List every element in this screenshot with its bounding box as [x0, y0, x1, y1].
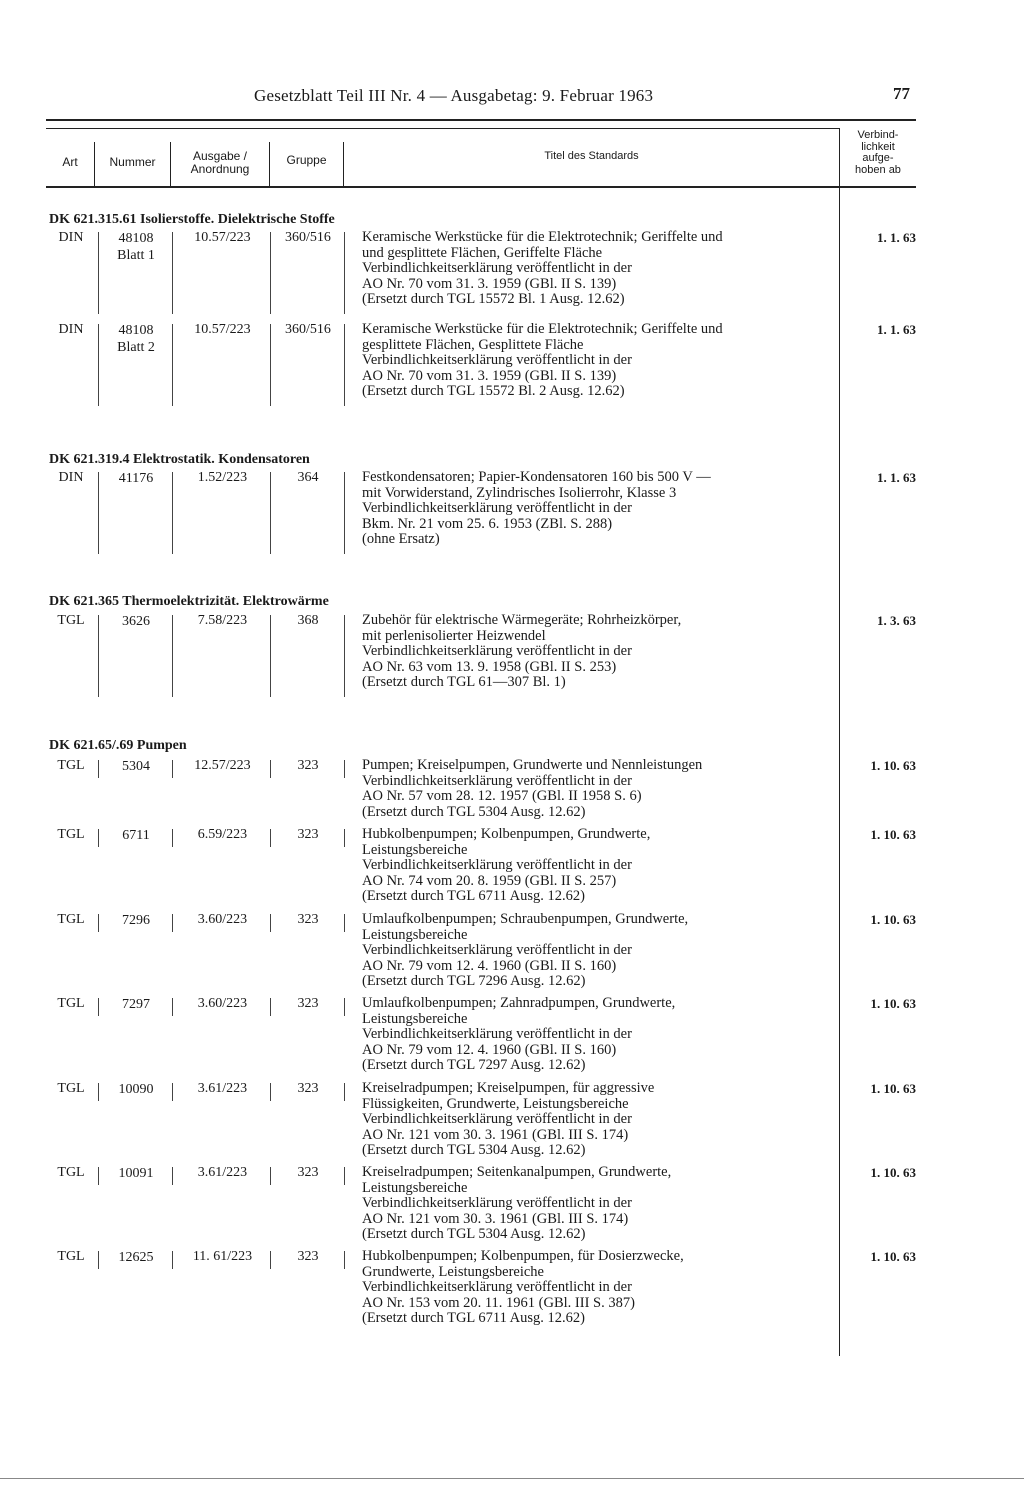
- header-second-rule: [46, 128, 839, 129]
- row-divider: [172, 1083, 173, 1101]
- cell-titel-line: AO Nr. 63 vom 13. 9. 1958 (GBl. II S. 253): [362, 658, 617, 675]
- header-bottom-rule: [46, 186, 916, 188]
- row-divider: [344, 472, 345, 554]
- row-divider: [344, 1251, 345, 1269]
- cell-nummer: [100, 827, 172, 844]
- row-divider: [98, 324, 99, 406]
- date-column-divider: [839, 186, 840, 1356]
- cell-titel-line: AO Nr. 121 vom 30. 3. 1961 (GBl. III S. 174): [362, 1210, 629, 1227]
- cell-nummer: [100, 230, 172, 264]
- cell-titel-line: (Ersetzt durch TGL 15572 Bl. 2 Ausg. 12.62): [362, 383, 625, 399]
- cell-titel-line: (Ersetzt durch TGL 61—307 Bl. 1): [362, 674, 566, 690]
- cell-gruppe: 323: [297, 827, 319, 842]
- row-divider: [270, 1251, 271, 1269]
- cell-nummer-value: 3626: [122, 614, 150, 629]
- cell-titel-line: Keramische Werkstücke für die Elektrotechnik; Geriffelte und: [362, 229, 723, 245]
- table-row: [0, 1081, 1024, 1159]
- cell-verbindlichkeit-date: 1. 10. 63: [870, 996, 916, 1011]
- cell-titel-line: Leistungsbereiche: [362, 1179, 468, 1196]
- cell-titel-line: Festkondensatoren; Papier-Kondensatoren 160 bis 500 V —: [362, 469, 711, 485]
- cell-nummer: [100, 1249, 172, 1266]
- cell-ausgabe: 1.52/223: [197, 470, 248, 485]
- cell-nummer-value: 10090: [118, 1082, 154, 1097]
- cell-nummer-value: 5304: [122, 759, 150, 774]
- cell-gruppe: 360/516: [285, 322, 331, 337]
- cell-nummer-value: 6711: [122, 828, 150, 843]
- row-divider: [172, 232, 173, 314]
- table-row: [0, 470, 1024, 548]
- cell-gruppe: 323: [297, 1081, 319, 1096]
- row-divider: [270, 1167, 271, 1185]
- cell-titel-line: Leistungsbereiche: [362, 926, 468, 943]
- row-divider: [270, 760, 271, 778]
- cell-titel: [362, 470, 840, 548]
- cell-ausgabe: 6.59/223: [197, 827, 248, 842]
- cell-art: TGL: [57, 1165, 85, 1180]
- cell-titel: [362, 230, 840, 308]
- cell-verbindlichkeit-date: 1. 10. 63: [870, 1081, 916, 1096]
- cell-titel-line: Zubehör für elektrische Wärmegeräte; Rohrheizkörper,: [362, 612, 682, 628]
- cell-gruppe: 323: [297, 758, 319, 773]
- row-divider: [172, 1167, 173, 1185]
- cell-titel-line: und gesplittete Flächen, Geriffelte Fläche: [362, 244, 603, 261]
- row-divider: [98, 1251, 99, 1269]
- row-divider: [98, 760, 99, 778]
- column-header-art: Art: [62, 155, 78, 169]
- cell-titel-line: gesplittete Flächen, Gesplittete Fläche: [362, 336, 584, 353]
- cell-gruppe: 323: [297, 996, 319, 1011]
- row-divider: [344, 232, 345, 314]
- table-row: [0, 613, 1024, 691]
- row-divider: [344, 914, 345, 932]
- cell-verbindlichkeit-date: 1. 10. 63: [870, 912, 916, 927]
- row-divider: [270, 615, 271, 697]
- cell-nummer-value: 48108: [118, 323, 154, 338]
- row-divider: [98, 232, 99, 314]
- cell-titel-line: Kreiselradpumpen; Kreiselpumpen, für aggressive: [362, 1080, 655, 1096]
- cell-nummer: [100, 1081, 172, 1098]
- header-top-rule: [46, 119, 916, 121]
- cell-titel: [362, 322, 840, 400]
- page-number: 77: [893, 84, 910, 103]
- row-divider: [270, 324, 271, 406]
- cell-blatt: Blatt 2: [117, 340, 155, 355]
- cell-titel-line: AO Nr. 121 vom 30. 3. 1961 (GBl. III S. 174): [362, 1126, 629, 1143]
- page-title: Gesetzblatt Teil III Nr. 4 — Ausgabetag: 9. Februar 1963: [254, 86, 654, 105]
- cell-titel-line: Verbindlichkeitserklärung veröffentlicht in der: [362, 772, 632, 789]
- cell-titel-line: mit perlenisolierter Heizwendel: [362, 627, 546, 644]
- cell-nummer: [100, 613, 172, 630]
- cell-nummer-value: 7297: [122, 997, 150, 1012]
- cell-titel-line: Bkm. Nr. 21 vom 25. 6. 1953 (ZBl. S. 288): [362, 515, 613, 532]
- row-divider: [98, 1167, 99, 1185]
- table-row: [0, 758, 1024, 820]
- cell-gruppe: 323: [297, 1165, 319, 1180]
- row-divider: [344, 324, 345, 406]
- row-divider: [344, 998, 345, 1016]
- cell-titel-line: Verbindlichkeitserklärung veröffentlicht in der: [362, 1279, 632, 1295]
- cell-titel-line: Verbindlichkeitserklärung veröffentlicht in der: [362, 260, 632, 276]
- cell-titel-line: AO Nr. 74 vom 20. 8. 1959 (GBl. II S. 257): [362, 872, 617, 889]
- cell-nummer-value: 10091: [118, 1166, 154, 1181]
- cell-nummer-value: 48108: [118, 231, 154, 246]
- row-divider: [270, 472, 271, 554]
- cell-titel: [362, 1249, 840, 1327]
- cell-ausgabe: 7.58/223: [197, 613, 248, 628]
- cell-nummer: [100, 470, 172, 487]
- cell-titel-line: AO Nr. 70 vom 31. 3. 1959 (GBl. II S. 139): [362, 367, 617, 384]
- cell-gruppe: 323: [297, 1249, 319, 1264]
- row-divider: [172, 324, 173, 406]
- column-header-verb-line: hoben ab: [855, 163, 901, 176]
- cell-titel-line: (Ersetzt durch TGL 6711 Ausg. 12.62): [362, 888, 585, 904]
- cell-titel: [362, 827, 840, 905]
- cell-ausgabe: 3.60/223: [197, 996, 248, 1011]
- cell-titel: [362, 1165, 840, 1243]
- row-divider: [98, 998, 99, 1016]
- cell-titel-line: AO Nr. 79 vom 12. 4. 1960 (GBl. II S. 160): [362, 957, 617, 974]
- table-row: [0, 230, 1024, 308]
- cell-titel-line: Leistungsbereiche: [362, 1010, 468, 1027]
- cell-art: TGL: [57, 827, 85, 842]
- cell-nummer: [100, 758, 172, 775]
- column-header-nummer: Nummer: [109, 155, 156, 169]
- cell-titel-line: mit Vorwiderstand, Zylindrisches Isolierrohr, Klasse 3: [362, 484, 677, 501]
- table-row: [0, 912, 1024, 990]
- column-header-ausgabe-line: Ausgabe /: [192, 149, 248, 163]
- table-row: [0, 1249, 1024, 1327]
- cell-verbindlichkeit-date: 1. 1. 63: [877, 322, 916, 337]
- row-divider: [344, 1083, 345, 1101]
- cell-blatt: Blatt 1: [117, 248, 155, 263]
- cell-gruppe: 360/516: [285, 230, 331, 245]
- cell-titel-line: Verbindlichkeitserklärung veröffentlicht in der: [362, 942, 632, 958]
- column-header-verb-line: Verbind-: [857, 129, 899, 141]
- row-divider: [172, 1251, 173, 1269]
- cell-titel: [362, 996, 840, 1074]
- cell-titel-line: (Ersetzt durch TGL 7296 Ausg. 12.62): [362, 973, 586, 989]
- row-divider: [172, 914, 173, 932]
- row-divider: [344, 615, 345, 697]
- column-header-gruppe: Gruppe: [286, 153, 327, 167]
- cell-gruppe: 364: [297, 470, 319, 485]
- cell-ausgabe: 3.60/223: [197, 912, 248, 927]
- cell-titel-line: (Ersetzt durch TGL 5304 Ausg. 12.62): [362, 1226, 586, 1242]
- cell-art: TGL: [57, 996, 85, 1011]
- cell-nummer: [100, 996, 172, 1013]
- row-divider: [98, 615, 99, 697]
- row-divider: [172, 760, 173, 778]
- cell-titel-line: (Ersetzt durch TGL 5304 Ausg. 12.62): [362, 1142, 586, 1158]
- cell-art: DIN: [58, 322, 84, 337]
- cell-gruppe: 368: [297, 613, 319, 628]
- cell-verbindlichkeit-date: 1. 10. 63: [870, 827, 916, 842]
- row-divider: [98, 472, 99, 554]
- cell-titel-line: Leistungsbereiche: [362, 841, 468, 858]
- cell-titel-line: (Ersetzt durch TGL 5304 Ausg. 12.62): [362, 803, 586, 820]
- column-header-verbindlichkeit: [840, 130, 916, 176]
- cell-titel-line: AO Nr. 70 vom 31. 3. 1959 (GBl. II S. 139): [362, 275, 617, 292]
- row-divider: [270, 232, 271, 314]
- cell-art: TGL: [57, 758, 85, 773]
- row-divider: [98, 829, 99, 847]
- row-divider: [270, 998, 271, 1016]
- section-heading: DK 621.365 Thermoelektrizität. Elektrowärme: [49, 594, 329, 609]
- row-divider: [270, 829, 271, 847]
- page-bottom-rule: [0, 1478, 1024, 1479]
- cell-ausgabe: 12.57/223: [194, 758, 251, 773]
- cell-verbindlichkeit-date: 1. 10. 63: [870, 758, 916, 773]
- row-divider: [172, 615, 173, 697]
- cell-nummer: [100, 1165, 172, 1182]
- cell-titel-line: (ohne Ersatz): [362, 531, 440, 547]
- cell-ausgabe: 3.61/223: [197, 1081, 248, 1096]
- section-heading: DK 621.65/.69 Pumpen: [49, 738, 187, 753]
- cell-titel-line: Verbindlichkeitserklärung veröffentlicht in der: [362, 1195, 632, 1211]
- cell-verbindlichkeit-date: 1. 10. 63: [870, 1165, 916, 1180]
- cell-titel-line: Verbindlichkeitserklärung veröffentlicht in der: [362, 1111, 632, 1127]
- row-divider: [344, 760, 345, 778]
- column-header-verb-line: lichkeit: [861, 140, 895, 153]
- cell-titel-line: Verbindlichkeitserklärung veröffentlicht in der: [362, 500, 632, 516]
- cell-titel-line: AO Nr. 153 vom 20. 11. 1961 (GBl. III S. 387): [362, 1294, 635, 1311]
- row-divider: [172, 829, 173, 847]
- table-row: [0, 827, 1024, 905]
- table-row: [0, 322, 1024, 400]
- cell-gruppe: 323: [297, 912, 319, 927]
- cell-verbindlichkeit-date: 1. 3. 63: [877, 613, 916, 628]
- cell-art: TGL: [57, 1249, 85, 1264]
- row-divider: [344, 1167, 345, 1185]
- cell-titel-line: (Ersetzt durch TGL 15572 Bl. 1 Ausg. 12.62): [362, 291, 625, 307]
- cell-titel-line: AO Nr. 79 vom 12. 4. 1960 (GBl. II S. 160): [362, 1041, 617, 1058]
- cell-titel-line: Verbindlichkeitserklärung veröffentlicht in der: [362, 857, 632, 873]
- cell-ausgabe: 3.61/223: [197, 1165, 248, 1180]
- cell-nummer-value: 12625: [118, 1250, 154, 1265]
- cell-titel-line: Hubkolbenpumpen; Kolbenpumpen, Grundwerte,: [362, 826, 651, 842]
- header-divider: [343, 142, 344, 186]
- cell-titel: [362, 613, 840, 691]
- row-divider: [98, 914, 99, 932]
- cell-verbindlichkeit-date: 1. 10. 63: [870, 1249, 916, 1264]
- row-divider: [172, 998, 173, 1016]
- cell-art: TGL: [57, 1081, 85, 1096]
- row-divider: [98, 1083, 99, 1101]
- table-row: [0, 996, 1024, 1074]
- cell-titel-line: Kreiselradpumpen; Seitenkanalpumpen, Grundwerte,: [362, 1164, 672, 1180]
- row-divider: [270, 914, 271, 932]
- cell-titel: [362, 912, 840, 990]
- cell-art: DIN: [58, 470, 84, 485]
- cell-ausgabe: 10.57/223: [194, 230, 251, 245]
- row-divider: [270, 1083, 271, 1101]
- cell-titel-line: Grundwerte, Leistungsbereiche: [362, 1263, 544, 1280]
- cell-art: DIN: [58, 230, 84, 245]
- column-header-titel: Titel des Standards: [544, 150, 639, 162]
- row-divider: [344, 829, 345, 847]
- cell-titel-line: Flüssigkeiten, Grundwerte, Leistungsbereiche: [362, 1095, 629, 1112]
- cell-nummer: [100, 912, 172, 929]
- cell-titel-line: Pumpen; Kreiselpumpen, Grundwerte und Nennleistungen: [362, 757, 703, 773]
- cell-art: TGL: [57, 613, 85, 628]
- cell-titel-line: Hubkolbenpumpen; Kolbenpumpen, für Dosierzwecke,: [362, 1248, 684, 1264]
- column-header-ausgabe: [171, 150, 269, 176]
- cell-titel-line: Umlaufkolbenpumpen; Zahnradpumpen, Grundwerte,: [362, 995, 676, 1011]
- cell-titel-line: Verbindlichkeitserklärung veröffentlicht in der: [362, 352, 632, 368]
- cell-ausgabe: 11. 61/223: [192, 1249, 253, 1264]
- cell-titel-line: (Ersetzt durch TGL 7297 Ausg. 12.62): [362, 1057, 586, 1073]
- page-header: [0, 80, 1024, 110]
- cell-verbindlichkeit-date: 1. 1. 63: [877, 230, 916, 245]
- cell-titel-line: Umlaufkolbenpumpen; Schraubenpumpen, Grundwerte,: [362, 911, 689, 927]
- cell-art: TGL: [57, 912, 85, 927]
- cell-titel-line: AO Nr. 57 vom 28. 12. 1957 (GBl. II 1958 S. 6): [362, 788, 642, 804]
- cell-nummer: [100, 322, 172, 356]
- cell-titel-line: Keramische Werkstücke für die Elektrotechnik; Geriffelte und: [362, 321, 723, 337]
- cell-titel: [362, 1081, 840, 1159]
- cell-titel-line: (Ersetzt durch TGL 6711 Ausg. 12.62): [362, 1310, 585, 1326]
- cell-nummer-value: 7296: [122, 913, 150, 928]
- row-divider: [172, 472, 173, 554]
- cell-verbindlichkeit-date: 1. 1. 63: [877, 470, 916, 485]
- cell-ausgabe: 10.57/223: [194, 322, 251, 337]
- table-row: [0, 1165, 1024, 1243]
- section-heading: DK 621.319.4 Elektrostatik. Kondensatoren: [49, 452, 310, 467]
- column-header-verb-line: aufge-: [862, 152, 894, 164]
- section-heading: DK 621.315.61 Isolierstoffe. Dielektrische Stoffe: [49, 212, 335, 227]
- column-header-ausgabe-line: Anordnung: [190, 162, 250, 176]
- cell-nummer-value: 41176: [118, 471, 154, 486]
- cell-titel-line: Verbindlichkeitserklärung veröffentlicht in der: [362, 1026, 632, 1042]
- cell-titel: [362, 758, 840, 820]
- cell-titel-line: Verbindlichkeitserklärung veröffentlicht in der: [362, 643, 632, 659]
